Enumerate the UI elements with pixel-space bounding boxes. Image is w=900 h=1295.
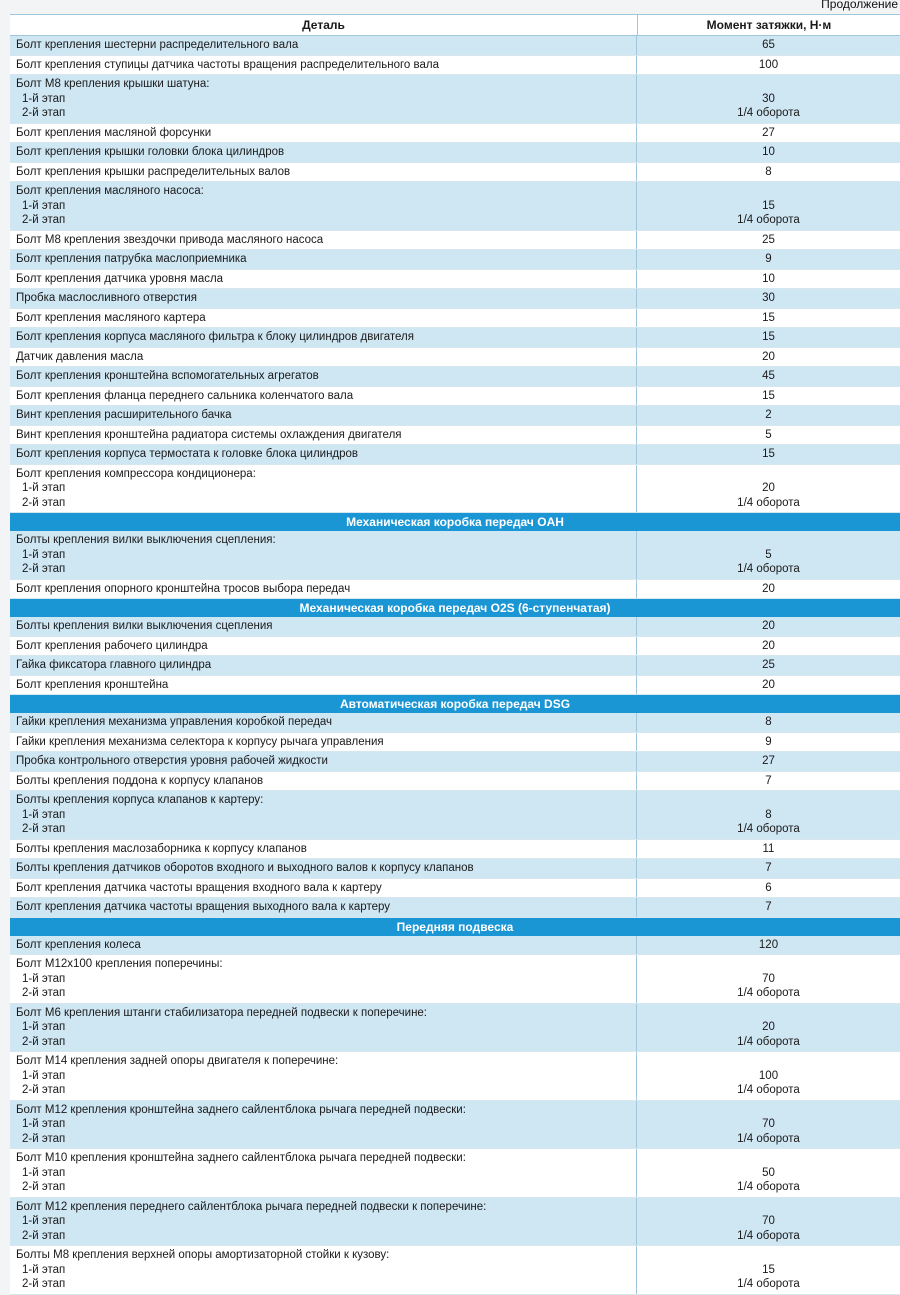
torque-value: 10	[762, 272, 775, 285]
part-name: Винт крепления расширительного бачка	[16, 409, 232, 421]
table-row	[10, 289, 900, 309]
part-name: Болт крепления колеса	[16, 938, 141, 951]
part-cell	[10, 1149, 637, 1197]
part-name: Болт M14 крепления задней опоры двигателя к поперечине:	[16, 1055, 339, 1067]
stage-label: 2-й этап	[22, 1278, 66, 1290]
stage-label: 2-й этап	[22, 1229, 66, 1242]
table-header	[10, 14, 900, 36]
stage-value: 1/4 оборота	[737, 496, 800, 509]
part-name: Гайка фиксатора главного цилиндра	[16, 659, 212, 671]
section-title: Передняя подвеска	[10, 918, 900, 936]
part-cell	[10, 36, 637, 55]
torque-cell	[637, 676, 900, 695]
part-cell	[10, 656, 637, 675]
table-row	[10, 1198, 900, 1247]
part-name: Болт крепления масляного картера	[16, 311, 206, 324]
part-name: Пробка маслосливного отверстия	[16, 292, 197, 304]
part-cell	[10, 733, 637, 752]
torque-cell	[637, 182, 900, 230]
part-cell	[10, 270, 637, 289]
part-name: Винт крепления кронштейна радиатора системы охлаждения двигателя	[16, 428, 402, 441]
torque-cell	[637, 426, 900, 445]
part-name: Гайки крепления механизма селектора к корпусу рычага управления	[16, 735, 384, 748]
part-name: Болт крепления датчика частоты вращения выходного вала к картеру	[16, 901, 391, 913]
header-part: Деталь	[10, 15, 638, 35]
stage-value: 1/4 оборота	[737, 987, 800, 999]
part-name: Болт крепления кронштейна вспомогательных агрегатов	[16, 370, 319, 382]
section-title: Механическая коробка передач O2S (6-ступенчатая)	[10, 599, 900, 617]
part-name: Болт крепления датчика частоты вращения входного вала к картеру	[16, 881, 382, 894]
torque-cell	[637, 936, 900, 955]
part-name: Болт M12 крепления кронштейна заднего сайлентблока рычага передней подвески:	[16, 1103, 466, 1116]
torque-value: 15	[762, 311, 775, 324]
torque-cell	[637, 1004, 900, 1052]
part-name: Болт M8 крепления звездочки привода масляного насоса	[16, 233, 324, 246]
part-name: Болт крепления масляного насоса:	[16, 185, 204, 197]
part-name: Болт крепления фланца переднего сальника коленчатого вала	[16, 389, 354, 402]
stage-label: 1-й этап	[22, 1166, 66, 1179]
torque-cell	[637, 898, 900, 917]
torque-cell	[637, 36, 900, 55]
table-row	[10, 163, 900, 183]
torque-value: 20	[762, 639, 775, 652]
torque-cell	[637, 1101, 900, 1149]
part-cell	[10, 387, 637, 406]
part-cell	[10, 752, 637, 771]
part-cell	[10, 445, 637, 464]
table-row	[10, 36, 900, 56]
part-name: Гайки крепления механизма управления коробкой передач	[16, 716, 333, 728]
stage-value: 70	[762, 972, 775, 985]
stage-label: 2-й этап	[22, 107, 66, 119]
part-cell	[10, 898, 637, 917]
torque-value: 9	[765, 735, 772, 748]
stage-value: 1/4 оборота	[737, 1229, 800, 1242]
stage-label: 2-й этап	[22, 563, 66, 575]
table-row	[10, 75, 900, 124]
stage-value: 20	[762, 1021, 775, 1033]
table-row	[10, 56, 900, 76]
torque-value: 20	[762, 678, 775, 691]
torque-value: 30	[762, 292, 775, 304]
stage-label: 2-й этап	[22, 1132, 66, 1145]
part-cell	[10, 328, 637, 347]
table-row	[10, 772, 900, 792]
stage-label: 1-й этап	[22, 972, 66, 985]
table-row	[10, 617, 900, 637]
table-row	[10, 182, 900, 231]
stage-label: 2-й этап	[22, 1084, 66, 1096]
torque-cell	[637, 637, 900, 656]
stage-label: 2-й этап	[22, 1035, 66, 1048]
part-name: Болт крепления корпуса масляного фильтра к блоку цилиндров двигателя	[16, 331, 414, 343]
part-cell	[10, 580, 637, 599]
torque-value: 120	[758, 938, 779, 951]
part-name: Болт M12x100 крепления поперечины:	[16, 958, 223, 970]
part-cell	[10, 791, 637, 839]
torque-cell	[637, 840, 900, 859]
torque-value: 65	[762, 39, 775, 51]
torque-cell	[637, 955, 900, 1003]
stage-label: 1-й этап	[22, 1069, 66, 1082]
stage-value: 1/4 оборота	[737, 214, 800, 226]
torque-value: 27	[762, 755, 775, 767]
stage-value: 30	[762, 92, 775, 105]
stage-label: 2-й этап	[22, 987, 66, 999]
stage-value: 1/4 оборота	[737, 1181, 800, 1193]
stage-label: 2-й этап	[22, 496, 66, 509]
table-row	[10, 955, 900, 1004]
table-row	[10, 270, 900, 290]
torque-value: 10	[762, 146, 775, 158]
torque-value: 8	[765, 716, 772, 728]
table-row	[10, 840, 900, 860]
torque-cell	[637, 1149, 900, 1197]
torque-value: 5	[765, 428, 772, 441]
torque-value: 7	[765, 774, 772, 787]
table-row	[10, 879, 900, 899]
stage-value: 1/4 оборота	[737, 1035, 800, 1048]
torque-cell	[637, 879, 900, 898]
stage-label: 1-й этап	[22, 808, 66, 821]
stage-label: 1-й этап	[22, 199, 66, 212]
table-body	[10, 36, 900, 1295]
part-name: Болты крепления датчиков оборотов входного и выходного валов к корпусу клапанов	[16, 862, 474, 874]
torque-value: 45	[762, 370, 775, 382]
table-row	[10, 367, 900, 387]
table-row	[10, 898, 900, 918]
stage-value: 1/4 оборота	[737, 1278, 800, 1290]
torque-cell	[637, 270, 900, 289]
stage-value: 1/4 оборота	[737, 823, 800, 835]
stage-value: 1/4 оборота	[737, 563, 800, 575]
stage-value: 70	[762, 1215, 775, 1227]
stage-value: 20	[762, 482, 775, 494]
table-row	[10, 250, 900, 270]
stage-value: 1/4 оборота	[737, 1132, 800, 1145]
table-row	[10, 348, 900, 368]
part-name: Болт крепления датчика уровня масла	[16, 272, 224, 285]
part-cell	[10, 465, 637, 513]
part-cell	[10, 617, 637, 636]
torque-cell	[637, 1246, 900, 1294]
table-row	[10, 1004, 900, 1053]
stage-label: 2-й этап	[22, 823, 66, 835]
part-cell	[10, 531, 637, 579]
torque-cell	[637, 124, 900, 143]
part-cell	[10, 1052, 637, 1100]
table-row	[10, 752, 900, 772]
torque-cell	[637, 580, 900, 599]
torque-cell	[637, 56, 900, 75]
torque-value: 7	[765, 862, 772, 874]
part-cell	[10, 426, 637, 445]
torque-value: 11	[762, 842, 775, 855]
torque-cell	[637, 791, 900, 839]
torque-value: 15	[762, 448, 775, 460]
torque-cell	[637, 1052, 900, 1100]
stage-label: 2-й этап	[22, 214, 66, 226]
stage-value: 1/4 оборота	[737, 107, 800, 119]
table-row	[10, 426, 900, 446]
table-row	[10, 637, 900, 657]
table-row	[10, 1149, 900, 1198]
stage-value: 15	[762, 1263, 775, 1276]
part-cell	[10, 676, 637, 695]
table-row	[10, 580, 900, 600]
stage-label: 2-й этап	[22, 1181, 66, 1193]
part-cell	[10, 250, 637, 269]
table-row	[10, 406, 900, 426]
table-row	[10, 143, 900, 163]
section-title: Автоматическая коробка передач DSG	[10, 695, 900, 713]
stage-value: 50	[762, 1166, 775, 1179]
part-cell	[10, 56, 637, 75]
torque-value: 20	[762, 350, 775, 363]
part-name: Болт крепления опорного кронштейна тросов выбора передач	[16, 582, 351, 595]
stage-label: 1-й этап	[22, 1215, 66, 1227]
torque-cell	[637, 143, 900, 162]
table-row	[10, 1246, 900, 1295]
torque-cell	[637, 250, 900, 269]
torque-cell	[637, 309, 900, 328]
stage-label: 1-й этап	[22, 1263, 66, 1276]
table-row	[10, 309, 900, 329]
part-name: Болт M8 крепления крышки шатуна:	[16, 78, 210, 90]
part-cell	[10, 309, 637, 328]
part-name: Болт M10 крепления кронштейна заднего сайлентблока рычага передней подвески:	[16, 1152, 466, 1164]
table-row	[10, 328, 900, 348]
part-name: Болты крепления вилки выключения сцепления	[16, 620, 273, 632]
part-name: Болт крепления крышки распределительных валов	[16, 165, 291, 178]
torque-cell	[637, 75, 900, 123]
stage-value: 1/4 оборота	[737, 1084, 800, 1096]
torque-cell	[637, 387, 900, 406]
torque-value: 20	[762, 620, 775, 632]
table-row	[10, 791, 900, 840]
part-cell	[10, 1004, 637, 1052]
part-cell	[10, 367, 637, 386]
section-title: Механическая коробка передач OAH	[10, 513, 900, 531]
table-row	[10, 387, 900, 407]
part-name: Болты крепления поддона к корпусу клапанов	[16, 774, 264, 787]
part-cell	[10, 955, 637, 1003]
part-cell	[10, 406, 637, 425]
torque-value: 6	[765, 881, 772, 894]
torque-value: 100	[758, 58, 779, 71]
torque-cell	[637, 163, 900, 182]
part-name: Болты крепления вилки выключения сцепления:	[16, 534, 276, 546]
table-row	[10, 713, 900, 733]
torque-table	[10, 14, 900, 1295]
table-row	[10, 1101, 900, 1150]
torque-value: 25	[762, 659, 775, 671]
table-row	[10, 231, 900, 251]
torque-cell	[637, 656, 900, 675]
table-row	[10, 124, 900, 144]
part-cell	[10, 348, 637, 367]
torque-value: 25	[762, 233, 775, 246]
part-cell	[10, 1198, 637, 1246]
part-name: Болт M6 крепления штанги стабилизатора передней подвески к поперечине:	[16, 1006, 428, 1019]
part-cell	[10, 840, 637, 859]
stage-value: 8	[765, 808, 772, 821]
part-cell	[10, 231, 637, 250]
part-cell	[10, 163, 637, 182]
table-row	[10, 859, 900, 879]
table-row	[10, 445, 900, 465]
part-cell	[10, 124, 637, 143]
part-name: Болт крепления рабочего цилиндра	[16, 639, 208, 652]
table-row	[10, 676, 900, 696]
table-row	[10, 1052, 900, 1101]
torque-cell	[637, 406, 900, 425]
torque-cell	[637, 752, 900, 771]
part-cell	[10, 289, 637, 308]
torque-value: 7	[765, 901, 772, 913]
stage-label: 1-й этап	[22, 1021, 66, 1033]
part-name: Болт крепления компрессора кондиционера:	[16, 467, 256, 480]
part-name: Болты крепления маслозаборника к корпусу клапанов	[16, 842, 307, 855]
stage-value: 70	[762, 1118, 775, 1130]
part-name: Болт крепления шестерни распределительного вала	[16, 39, 299, 51]
table-row	[10, 733, 900, 753]
torque-value: 15	[762, 331, 775, 343]
part-cell	[10, 1101, 637, 1149]
part-name: Болт крепления ступицы датчика частоты вращения распределительного вала	[16, 58, 439, 71]
torque-cell	[637, 1198, 900, 1246]
torque-cell	[637, 772, 900, 791]
torque-value: 8	[765, 165, 772, 178]
part-cell	[10, 936, 637, 955]
part-name: Болты крепления корпуса клапанов к картеру:	[16, 794, 264, 806]
part-cell	[10, 859, 637, 878]
part-cell	[10, 713, 637, 732]
part-cell	[10, 637, 637, 656]
torque-cell	[637, 733, 900, 752]
torque-cell	[637, 328, 900, 347]
stage-label: 1-й этап	[22, 92, 66, 105]
stage-value: 15	[762, 199, 775, 212]
table-row	[10, 936, 900, 956]
torque-cell	[637, 289, 900, 308]
part-name: Болт M12 крепления переднего сайлентблока рычага передней подвески к поперечине:	[16, 1200, 487, 1213]
torque-value: 27	[762, 126, 775, 139]
torque-value: 9	[765, 253, 772, 265]
header-torque: Момент затяжки, Н·м	[706, 18, 832, 32]
part-cell	[10, 1246, 637, 1294]
part-cell	[10, 772, 637, 791]
stage-label: 1-й этап	[22, 1118, 66, 1130]
torque-cell	[637, 231, 900, 250]
part-cell	[10, 879, 637, 898]
part-name: Болт крепления масляной форсунки	[16, 126, 212, 139]
torque-value: 2	[765, 409, 772, 421]
stage-value: 100	[758, 1069, 779, 1082]
torque-cell	[637, 348, 900, 367]
torque-cell	[637, 465, 900, 513]
part-name: Датчик давления масла	[16, 350, 144, 363]
stage-label: 1-й этап	[22, 482, 66, 494]
torque-cell	[637, 713, 900, 732]
table-row	[10, 531, 900, 580]
part-cell	[10, 182, 637, 230]
part-cell	[10, 75, 637, 123]
table-row	[10, 656, 900, 676]
torque-cell	[637, 445, 900, 464]
continuation-label: Продолжение	[821, 0, 898, 11]
torque-cell	[637, 531, 900, 579]
table-row	[10, 465, 900, 514]
part-name: Болт крепления патрубка маслоприемника	[16, 253, 247, 265]
part-name: Болт крепления крышки головки блока цилиндров	[16, 146, 285, 158]
torque-value: 15	[762, 389, 775, 402]
part-cell	[10, 143, 637, 162]
part-name: Болт крепления кронштейна	[16, 678, 169, 691]
torque-cell	[637, 859, 900, 878]
part-name: Болты M8 крепления верхней опоры амортизаторной стойки к кузову:	[16, 1249, 390, 1261]
part-name: Болт крепления корпуса термостата к головке блока цилиндров	[16, 448, 359, 460]
torque-value: 20	[762, 582, 775, 595]
part-name: Пробка контрольного отверстия уровня рабочей жидкости	[16, 755, 328, 767]
torque-cell	[637, 617, 900, 636]
stage-value: 5	[765, 548, 772, 561]
stage-label: 1-й этап	[22, 548, 66, 561]
torque-cell	[637, 367, 900, 386]
